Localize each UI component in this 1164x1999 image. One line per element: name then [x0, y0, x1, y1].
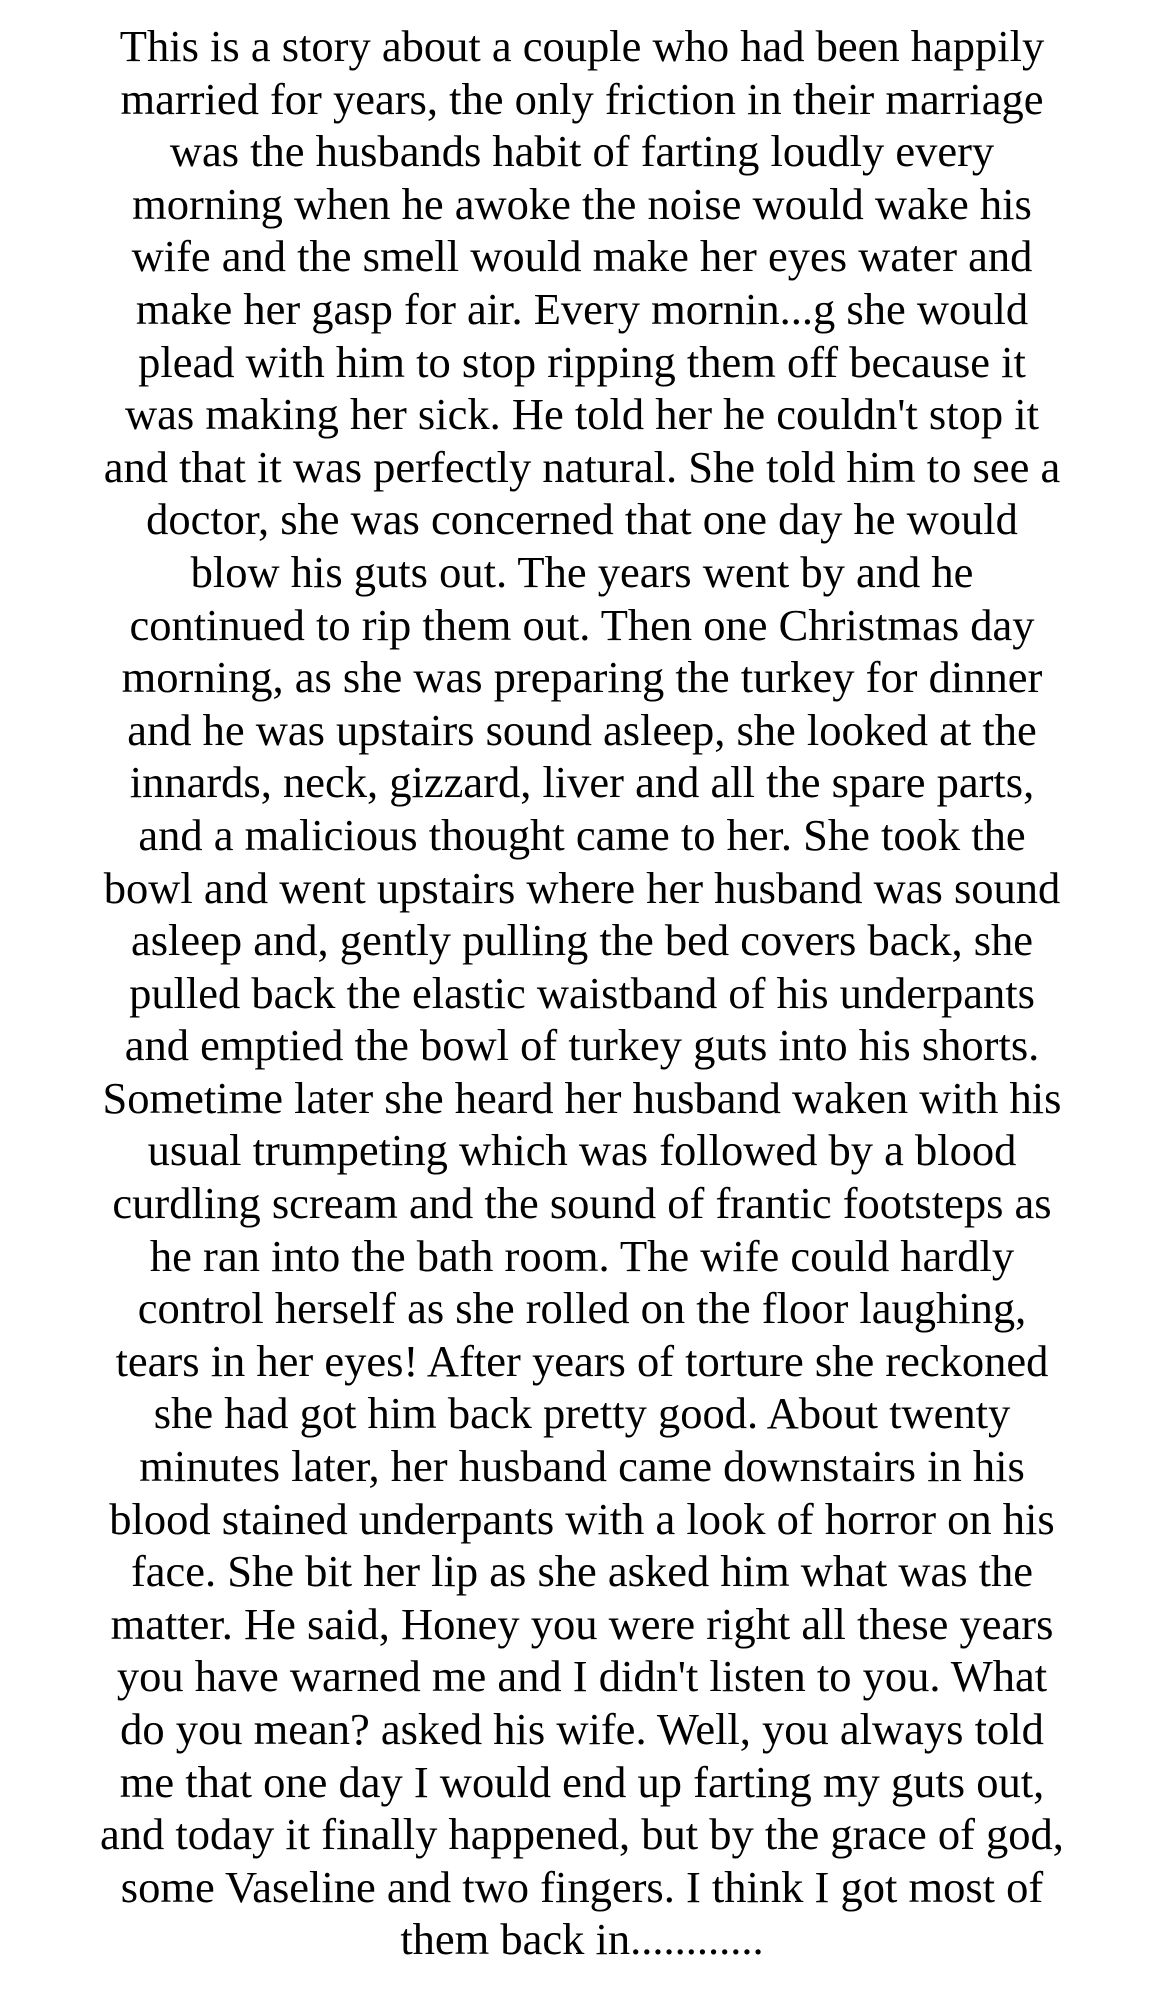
story-line: morning when he awoke the noise would wake his [132, 178, 1032, 229]
story-line: usual trumpeting which was followed by a blood [147, 1125, 1017, 1176]
story-line: continued to rip them out. Then one Christmas day [129, 599, 1035, 650]
story-line: do you mean? asked his wife. Well, you always told [120, 1704, 1044, 1754]
story-line: you have warned me and I didn't listen to you. What [116, 1651, 1048, 1702]
story-line: curdling scream and the sound of frantic footsteps as [112, 1178, 1052, 1229]
story-line: and that it was perfectly natural. She told him to see a [103, 441, 1061, 492]
story-text [34, 20, 1130, 1966]
story-line: Sometime later she heard her husband waken with his [102, 1072, 1062, 1123]
story-line: plead with him to stop ripping them off because it [138, 336, 1026, 387]
story-line: doctor, she was concerned that one day he would [146, 494, 1018, 545]
story-line: blow his guts out. The years went by and he [190, 546, 974, 597]
story-line: This is a story about a couple who had been happily [119, 21, 1045, 71]
story-line: she had got him back pretty good. About twenty [153, 1388, 1011, 1439]
story-line: and a malicious thought came to her. She took the [138, 809, 1026, 860]
story-line: bowl and went upstairs where her husband was sound [103, 862, 1061, 913]
story-line: minutes later, her husband came downstairs in his [139, 1441, 1025, 1492]
story-line: and emptied the bowl of turkey guts into his shorts. [124, 1020, 1040, 1071]
story-line: some Vaseline and two fingers. I think I got most of [120, 1861, 1044, 1912]
story-line: face. She bit her lip as she asked him what was the [130, 1546, 1034, 1597]
story-line: was making her sick. He told her he couldn't stop it [125, 389, 1039, 440]
story-line: tears in her eyes! After years of torture she reckoned [115, 1335, 1049, 1386]
story-line: he ran into the bath room. The wife could hardly [149, 1230, 1015, 1281]
story-line: blood stained underpants with a look of horror on his [109, 1493, 1055, 1544]
story-line: and today it finally happened, but by the grace of god, [100, 1809, 1064, 1860]
story-line: was the husbands habit of farting loudly every [169, 126, 995, 177]
story-line: me that one day I would end up farting my guts out, [119, 1756, 1045, 1807]
story-line: wife and the smell would make her eyes water and [131, 231, 1033, 282]
story-line: make her gasp for air. Every mornin...g she would [135, 283, 1029, 334]
story-line: pulled back the elastic waistband of his underpants [129, 967, 1035, 1018]
story-line: matter. He said, Honey you were right all these years [110, 1598, 1054, 1649]
story-line: asleep and, gently pulling the bed covers back, she [130, 915, 1034, 966]
story-line: and he was upstairs sound asleep, she looked at the [127, 704, 1037, 755]
story-line: married for years, the only friction in their marriage [120, 73, 1044, 124]
story-line: them back in............ [400, 1914, 764, 1965]
story-line: morning, as she was preparing the turkey for dinner [121, 652, 1043, 703]
story-line: control herself as she rolled on the floor laughing, [137, 1283, 1027, 1334]
story-line: innards, neck, gizzard, liver and all the spare parts, [129, 757, 1035, 808]
